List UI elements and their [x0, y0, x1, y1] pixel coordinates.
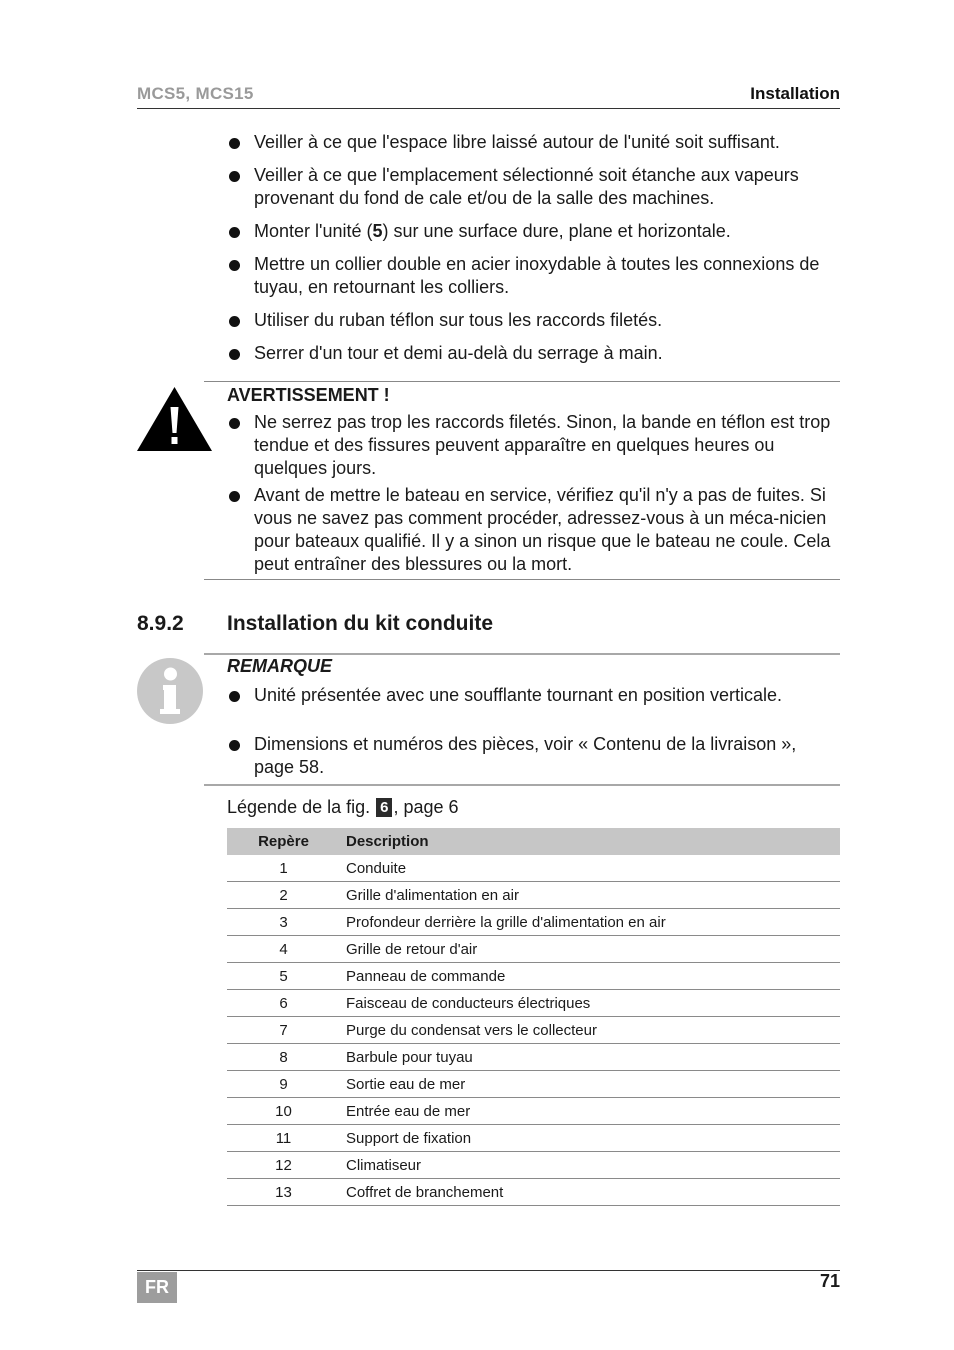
cell-repere: 5 [227, 963, 340, 990]
warning-triangle-icon [136, 385, 213, 453]
list-item: Veiller à ce que l'espace libre laissé autour de l'unité soit suffisant. [227, 131, 841, 154]
table-row [227, 1071, 840, 1098]
header-section: Installation [750, 84, 840, 103]
table-row [227, 1152, 840, 1179]
cell-repere: 12 [227, 1152, 340, 1179]
cell-description: Barbule pour tuyau [340, 1044, 840, 1071]
cell-description: Grille de retour d'air [340, 936, 840, 963]
header-divider [137, 108, 840, 109]
table-row [227, 1098, 840, 1125]
cell-repere: 1 [227, 855, 340, 882]
warning-bottom-divider [204, 579, 840, 580]
cell-description: Entrée eau de mer [340, 1098, 840, 1125]
table-row [227, 963, 840, 990]
column-header-repere: Repère [227, 828, 340, 855]
list-item: Monter l'unité (5) sur une surface dure, plane et horizontale. [227, 220, 841, 243]
cell-repere: 9 [227, 1071, 340, 1098]
cell-description: Climatiseur [340, 1152, 840, 1179]
list-item: Ne serrez pas trop les raccords filetés. Sinon, la bande en téflon est trop tendue et des fissures peuvent apparaître en quelques heures ou quelques jours. [227, 411, 841, 480]
table-header-row [227, 828, 840, 855]
column-header-description: Description [340, 828, 840, 855]
table-row [227, 1179, 840, 1206]
list-item: Unité présentée avec une soufflante tournant en position verticale. [227, 684, 841, 707]
table-row [227, 1017, 840, 1044]
note-list [227, 684, 841, 779]
cell-description: Grille d'alimentation en air [340, 882, 840, 909]
list-item: Veiller à ce que l'emplacement sélectionné soit étanche aux vapeurs provenant du fond de cale et/ou de la salle des machines. [227, 164, 841, 210]
cell-repere: 2 [227, 882, 340, 909]
cell-repere: 4 [227, 936, 340, 963]
cell-repere: 10 [227, 1098, 340, 1125]
install-bullet-list [227, 131, 841, 365]
cell-description: Panneau de commande [340, 963, 840, 990]
table-row [227, 1044, 840, 1071]
footer-divider [137, 1270, 840, 1271]
list-item: Utiliser du ruban téflon sur tous les raccords filetés. [227, 309, 841, 332]
cell-description: Support de fixation [340, 1125, 840, 1152]
figure-number-badge: 6 [376, 798, 392, 817]
list-item: Mettre un collier double en acier inoxydable à toutes les connexions de tuyau, en retournant les colliers. [227, 253, 841, 299]
note-bottom-divider [204, 784, 840, 786]
table-row [227, 855, 840, 882]
cell-repere: 8 [227, 1044, 340, 1071]
table-row [227, 936, 840, 963]
cell-description: Sortie eau de mer [340, 1071, 840, 1098]
table-row [227, 882, 840, 909]
page-number: 71 [819, 1271, 840, 1291]
warning-list [227, 411, 841, 576]
table-row [227, 1125, 840, 1152]
list-item: Dimensions et numéros des pièces, voir « Contenu de la livraison », page 58. [227, 733, 841, 779]
note-title: REMARQUE [227, 656, 333, 676]
language-badge: FR [137, 1272, 177, 1303]
cell-repere: 7 [227, 1017, 340, 1044]
cell-description: Profondeur derrière la grille d'alimentation en air [340, 909, 840, 936]
warning-top-divider [204, 381, 840, 382]
cell-description: Coffret de branchement [340, 1179, 840, 1206]
section-number: 8.9.2 [137, 612, 184, 635]
legend-caption: Légende de la fig. 6 , page 6 [227, 797, 459, 817]
cell-repere: 3 [227, 909, 340, 936]
table-row [227, 990, 840, 1017]
cell-description: Purge du condensat vers le collecteur [340, 1017, 840, 1044]
note-top-divider [204, 653, 840, 655]
list-item: Avant de mettre le bateau en service, vérifiez qu'il n'y a pas de fuites. Si vous ne savez pas comment procéder, adressez-vous à un méca-nicien pour bateaux qualifié. Il y a sinon un risque que le bateau ne coule. Cela peut entraîner des blessures ou la mort. [227, 484, 841, 576]
header-model: MCS5, MCS15 [137, 84, 254, 103]
table-row [227, 909, 840, 936]
section-title: Installation du kit conduite [227, 612, 494, 635]
info-icon [136, 657, 204, 725]
cell-repere: 11 [227, 1125, 340, 1152]
cell-repere: 6 [227, 990, 340, 1017]
warning-title: AVERTISSEMENT ! [227, 385, 390, 405]
cell-repere: 13 [227, 1179, 340, 1206]
legend-table [227, 828, 840, 1206]
list-item: Serrer d'un tour et demi au-delà du serrage à main. [227, 342, 841, 365]
cell-description: Faisceau de conducteurs électriques [340, 990, 840, 1017]
cell-description: Conduite [340, 855, 840, 882]
